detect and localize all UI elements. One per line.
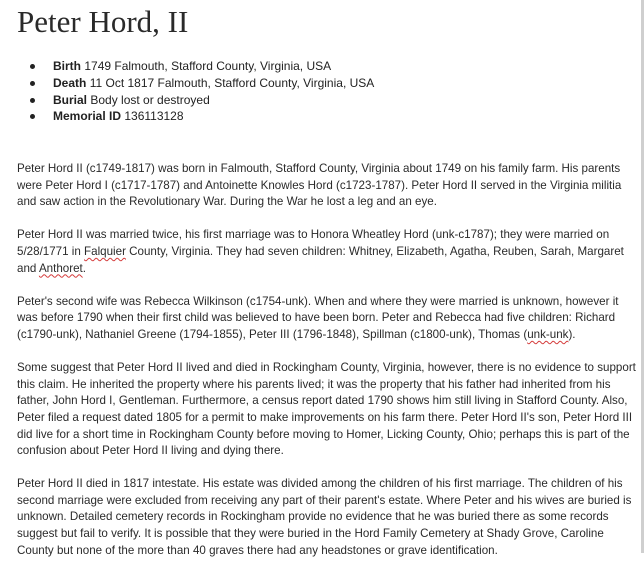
memorial-name: Peter Hord, II bbox=[17, 4, 189, 39]
bio-text: County, Virginia. They had seven children: Whitney, Elizabeth, Agatha, Reuben, Sarah, Margaret and bbox=[17, 244, 624, 275]
bio-paragraph bbox=[17, 227, 641, 277]
fact-value: 11 Oct 1817 Falmouth, Stafford County, Virginia, USA bbox=[89, 75, 375, 90]
biography bbox=[17, 161, 641, 576]
spelling-flagged-word: Falquier bbox=[84, 244, 126, 258]
bio-text: ). bbox=[568, 327, 576, 341]
bullet-icon bbox=[30, 81, 35, 86]
fact-birth bbox=[0, 58, 374, 75]
fact-label: Burial bbox=[53, 92, 88, 107]
fact-value: 136113128 bbox=[124, 109, 184, 124]
fact-death bbox=[0, 75, 374, 92]
bio-text: Peter Hord II was married twice, his first marriage was to Honora Wheatley Hord (unk-c1787); they were married on 5/28/1771 in bbox=[17, 228, 610, 258]
memorial-facts bbox=[0, 58, 374, 125]
bio-paragraph bbox=[17, 294, 641, 344]
bio-text: . bbox=[82, 261, 86, 275]
spelling-flagged-word: Anthoret bbox=[38, 261, 83, 275]
fact-label: Death bbox=[53, 75, 87, 90]
fact-label: Memorial ID bbox=[53, 109, 122, 124]
fact-label: Birth bbox=[53, 59, 81, 73]
bio-paragraph: Some suggest that Peter Hord II lived and died in Rockingham County, Virginia, however, there is no evidence to support this claim. He inherited the property where his parents lived; it was the property that his father had inherited from his father, John Hord I, Gentleman. Furthermore, a census report dated 1790 shows him still living in Stafford County. Also, Peter filed a request dated 1805 for a permit to make improvements on his farm there. Peter Hord II's son, Peter Hord III did live for a short time in Rockingham County before moving to Homer, Licking County, Ohio; perhaps this is part of the confusion about Peter Hord II living and dying there. bbox=[17, 361, 636, 458]
bio-text: Peter's second wife was Rebecca Wilkinson (c1754-unk). When and where they were married is unknown, however it was before 1790 when their first child was believed to have been born. Peter and Rebecca had five children: Richard (c1790-unk), Nathaniel Greene (1794-1855), Peter III (1796-1848), Spillman (c1800-unk), Thomas ( bbox=[17, 294, 619, 341]
fact-burial bbox=[0, 92, 374, 109]
bullet-icon bbox=[30, 64, 35, 69]
spelling-flagged-word: unk-unk bbox=[527, 327, 569, 341]
fact-value: 1749 Falmouth, Stafford County, Virginia, USA bbox=[84, 59, 332, 73]
bullet-icon bbox=[30, 98, 35, 103]
fact-memorial-id bbox=[0, 108, 374, 125]
bio-paragraph: Peter Hord II (c1749-1817) was born in Falmouth, Stafford County, Virginia about 1749 on his family farm. His parents were Peter Hord I (c1717-1787) and Antoinette Knowles Hord (c1723-1787). Peter Hord II served in the Virginia militia and saw action in the Revolutionary War. During the War he lost a leg and an eye. bbox=[17, 162, 622, 209]
bio-paragraph: Peter Hord II died in 1817 intestate. His estate was divided among the children of his first marriage. The children of his second marriage were excluded from receiving any part of their parent's estate. Where Peter and his wives are buried is unknown. Detailed cemetery records in Rockingham provide no evidence that he was buried there as some records suggest but fail to verify. It is possible that they were buried in the Hord Family Cemetery at Shady Grove, Caroline County but none of the more than 40 graves there had any headstones or grave identification. bbox=[17, 477, 632, 557]
fact-value: Body lost or destroyed bbox=[90, 92, 210, 107]
bullet-icon bbox=[30, 114, 35, 119]
